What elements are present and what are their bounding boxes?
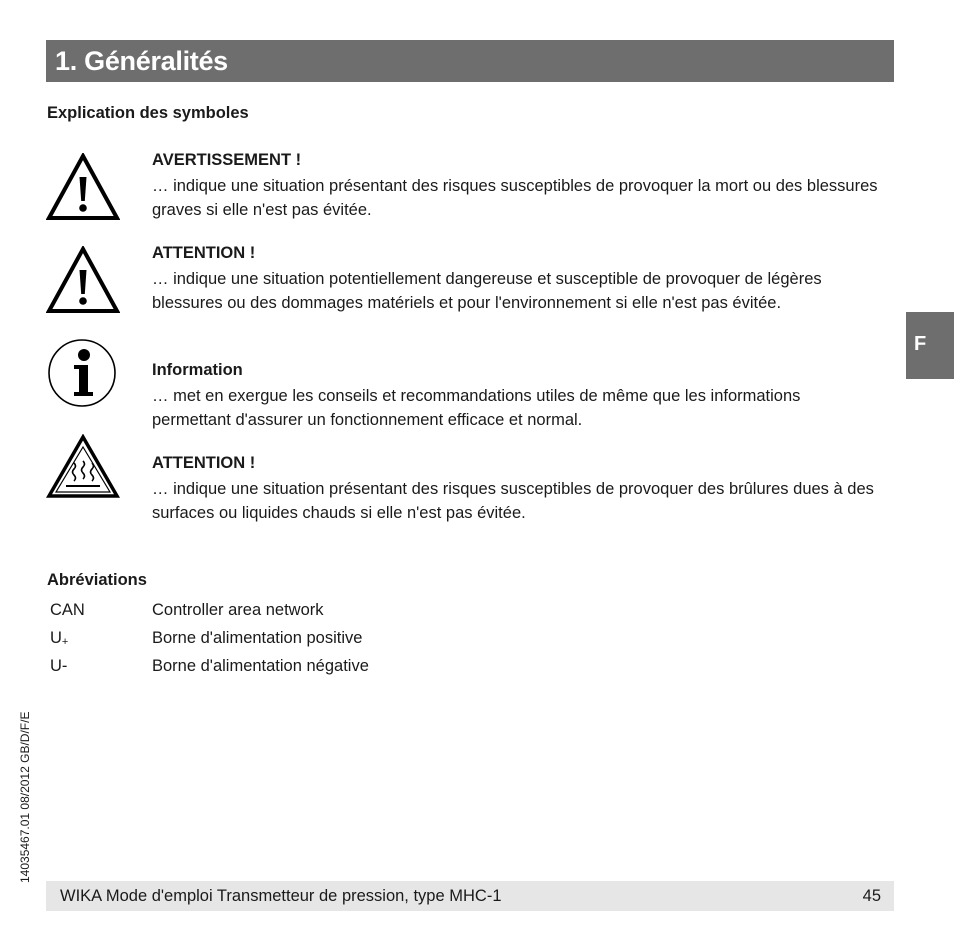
- symbol-description: … indique une situation présentant des risques susceptibles de provoquer la mort ou des blessures graves si elle n'est pas évitée.: [152, 177, 878, 219]
- symbol-heading: Information: [152, 361, 243, 379]
- caution-triangle-icon: [46, 246, 120, 314]
- abbreviations-heading: Abréviations: [47, 571, 147, 589]
- language-tab: F: [906, 312, 954, 379]
- footer-text: WIKA Mode d'emploi Transmetteur de pression, type MHC-1: [60, 887, 502, 905]
- abbreviation-meaning: Controller area network: [152, 601, 324, 619]
- symbol-description: … indique une situation potentiellement dangereuse et susceptible de provoquer de légères blessures ou des dommages matériels et pour l'environnement si elle n'est pas évitée.: [152, 270, 822, 312]
- symbol-hot-surface: [46, 454, 876, 524]
- symbol-caution: [46, 244, 876, 339]
- symbol-heading: ATTENTION !: [152, 454, 256, 472]
- symbol-heading: AVERTISSEMENT !: [152, 151, 302, 169]
- symbol-description: … indique une situation présentant des risques susceptibles de provoquer des brûlures dues à des surfaces ou liquides chauds si elle n'est pas évitée.: [152, 480, 874, 522]
- symbol-heading: ATTENTION !: [152, 244, 256, 262]
- abbreviation-meaning: Borne d'alimentation négative: [152, 657, 369, 675]
- hot-surface-icon: [46, 434, 120, 500]
- footer-bar: [46, 881, 894, 911]
- page-title: 1. Généralités: [46, 40, 894, 82]
- abbreviation-code: CAN: [50, 601, 85, 619]
- page-number: 45: [862, 887, 881, 905]
- symbols-section-heading: Explication des symboles: [47, 104, 249, 122]
- abbreviation-meaning: Borne d'alimentation positive: [152, 629, 363, 647]
- abbreviation-code: $U_+$: [50, 629, 69, 648]
- symbol-information: [46, 361, 876, 431]
- symbol-description: … met en exergue les conseils et recommandations utiles de même que les informations permettant d'assurer un fonctionnement efficace et normal.: [152, 387, 801, 429]
- warning-triangle-icon: [46, 153, 120, 221]
- symbol-warning: [46, 151, 876, 226]
- abbreviation-code: U-: [50, 657, 68, 675]
- document-code: 14035467.01 08/2012 GB/D/F/E: [18, 711, 32, 883]
